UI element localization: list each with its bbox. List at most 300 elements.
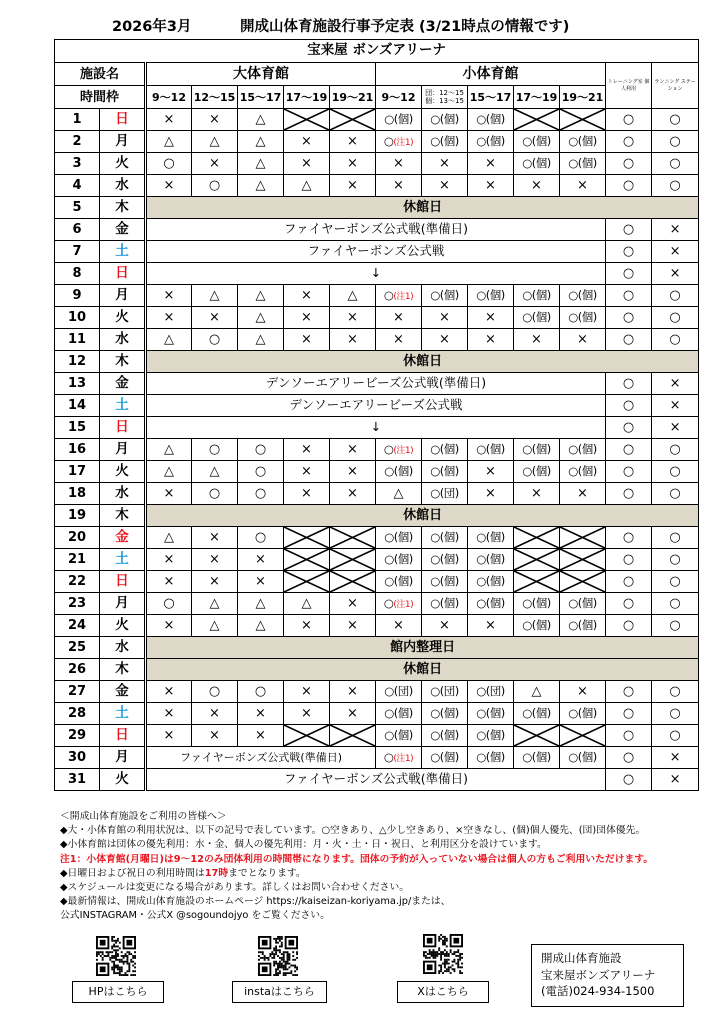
day-number: 13 (55, 373, 100, 395)
day-of-week: 水 (100, 175, 146, 197)
availability-cell: × (422, 307, 468, 329)
availability-cell: × (330, 439, 376, 461)
day-number: 19 (55, 505, 100, 527)
availability-cell: ○ (606, 263, 652, 285)
availability-cell: × (284, 681, 330, 703)
availability-cell: ○(個) (560, 285, 606, 307)
event-banner: ファイヤーボンズ公式戦(準備日) (146, 747, 376, 769)
schedule-row (55, 197, 699, 219)
availability-cell: × (422, 615, 468, 637)
availability-cell: ○ (606, 241, 652, 263)
availability-cell: × (146, 725, 192, 747)
schedule-row (55, 395, 699, 417)
venue-name: 宝来屋 ボンズアリーナ (55, 40, 699, 63)
availability-cell: ○(個) (514, 461, 560, 483)
schedule-row (55, 615, 699, 637)
note-mark: (注1) (393, 599, 414, 610)
day-of-week: 金 (100, 681, 146, 703)
schedule-row (55, 571, 699, 593)
cross-mark-icon (560, 527, 605, 548)
day-of-week: 金 (100, 527, 146, 549)
availability-cell: × (468, 461, 514, 483)
facility-phone: (電話)024-934-1500 (541, 984, 655, 998)
facility-info (531, 944, 684, 1007)
availability-cell: ○(個) (376, 571, 422, 593)
availability-cell: ○ (146, 153, 192, 175)
availability-cell: ○(個) (422, 703, 468, 725)
schedule-row (55, 351, 699, 373)
group-note-cell (376, 131, 422, 153)
unavailable-cross-cell (284, 725, 330, 747)
availability-cell: ○(団) (376, 681, 422, 703)
availability-cell: ○ (606, 439, 652, 461)
day-of-week: 金 (100, 219, 146, 241)
availability-cell: △ (238, 285, 284, 307)
availability-cell: × (468, 483, 514, 505)
day-of-week: 水 (100, 637, 146, 659)
availability-cell: ○(団) (422, 483, 468, 505)
schedule-row (55, 549, 699, 571)
event-banner: ↓ (146, 417, 606, 439)
cross-mark-icon (514, 725, 559, 746)
availability-cell: ○ (652, 439, 699, 461)
big-gym-header: 大体育館 (146, 63, 376, 86)
day-number: 17 (55, 461, 100, 483)
availability-cell: × (330, 483, 376, 505)
day-number: 18 (55, 483, 100, 505)
availability-cell: ○ (606, 549, 652, 571)
availability-cell: × (284, 307, 330, 329)
schedule-row (55, 483, 699, 505)
schedule-row (55, 109, 699, 131)
notes-line-hours (60, 867, 720, 881)
availability-cell: × (560, 483, 606, 505)
availability-cell: × (146, 549, 192, 571)
availability-cell: △ (238, 175, 284, 197)
availability-cell: × (330, 329, 376, 351)
schedule-row (55, 329, 699, 351)
day-of-week: 日 (100, 263, 146, 285)
schedule-row (55, 505, 699, 527)
availability-cell: ○(個) (514, 747, 560, 769)
day-of-week: 日 (100, 109, 146, 131)
availability-cell: × (422, 175, 468, 197)
day-number: 10 (55, 307, 100, 329)
availability-cell: △ (192, 461, 238, 483)
page-header (0, 11, 724, 37)
cross-mark-icon (284, 725, 329, 746)
availability-cell: × (652, 747, 699, 769)
schedule-row (55, 417, 699, 439)
day-number: 9 (55, 285, 100, 307)
availability-cell: ○(個) (468, 109, 514, 131)
availability-cell: ○ (652, 483, 699, 505)
schedule-row (55, 769, 699, 791)
qr-code-icon (423, 934, 463, 974)
small-gym-slot-header-mixed (422, 86, 468, 109)
day-of-week: 火 (100, 615, 146, 637)
availability-cell: × (330, 307, 376, 329)
available-symbol: ○ (383, 441, 394, 456)
availability-cell: ○(個) (560, 307, 606, 329)
unavailable-cross-cell (514, 549, 560, 571)
availability-cell: × (146, 615, 192, 637)
availability-cell: × (422, 329, 468, 351)
timeslot-label: 時間枠 (55, 86, 146, 109)
availability-cell: × (192, 725, 238, 747)
notes-hours-a: ◆日曜日および祝日の利用時間は (60, 867, 205, 879)
schedule-row (55, 131, 699, 153)
availability-cell: × (514, 483, 560, 505)
availability-cell: ○(個) (422, 571, 468, 593)
cross-mark-icon (514, 571, 559, 592)
availability-cell: △ (238, 153, 284, 175)
notes-line-sns: 公式INSTAGRAM・公式X @sogoundojyo をご覧ください。 (60, 910, 330, 922)
day-of-week: 火 (100, 307, 146, 329)
unavailable-cross-cell (514, 725, 560, 747)
day-number: 28 (55, 703, 100, 725)
availability-cell: ○(個) (376, 109, 422, 131)
availability-cell: ○(個) (422, 461, 468, 483)
availability-cell: △ (238, 109, 284, 131)
unavailable-cross-cell (514, 527, 560, 549)
note-mark: (注1) (393, 137, 414, 148)
availability-cell: × (284, 285, 330, 307)
cross-mark-icon (514, 527, 559, 548)
availability-cell: × (238, 571, 284, 593)
availability-cell: × (192, 549, 238, 571)
facility-name: 開成山体育施設 (541, 951, 622, 965)
availability-cell: × (192, 153, 238, 175)
day-number: 23 (55, 593, 100, 615)
availability-cell: ○ (606, 571, 652, 593)
availability-cell: ○(個) (376, 461, 422, 483)
schedule-row (55, 747, 699, 769)
availability-cell: × (192, 307, 238, 329)
availability-cell: ○(個) (514, 285, 560, 307)
availability-cell: × (330, 175, 376, 197)
event-banner: ↓ (146, 263, 606, 285)
cross-mark-icon (330, 571, 375, 592)
notes-line-legend: ◆大・小体育館の利用状況は、以下の記号で表しています。○空きあり、△少し空きあり、×空きなし、(個)個人優先、(団)団体優先。 (60, 825, 646, 837)
availability-cell: ○ (606, 329, 652, 351)
cross-mark-icon (514, 549, 559, 570)
availability-cell: ○(個) (422, 593, 468, 615)
availability-cell: ○(個) (376, 527, 422, 549)
availability-cell: × (238, 703, 284, 725)
schedule-row (55, 373, 699, 395)
availability-cell: △ (330, 285, 376, 307)
day-of-week: 月 (100, 747, 146, 769)
availability-cell: ○(個) (468, 593, 514, 615)
qr-code-icon (96, 936, 136, 976)
availability-cell: ○ (146, 593, 192, 615)
day-number: 21 (55, 549, 100, 571)
availability-cell: ○(個) (468, 571, 514, 593)
day-number: 16 (55, 439, 100, 461)
availability-cell: × (560, 329, 606, 351)
availability-cell: × (284, 461, 330, 483)
availability-cell: △ (238, 307, 284, 329)
availability-cell: ○(個) (560, 439, 606, 461)
big-gym-slot-header: 17～19 (284, 86, 330, 109)
availability-cell: ○ (606, 219, 652, 241)
closed-day-banner: 館内整理日 (146, 637, 699, 659)
availability-cell: ○ (652, 725, 699, 747)
unavailable-cross-cell (560, 549, 606, 571)
closed-day-banner: 休館日 (146, 351, 699, 373)
availability-cell: × (146, 109, 192, 131)
unavailable-cross-cell (330, 725, 376, 747)
day-of-week: 月 (100, 131, 146, 153)
day-of-week: 水 (100, 329, 146, 351)
schedule-row (55, 461, 699, 483)
notes-line-change: ◆スケジュールは変更になる場合があります。詳しくはお問い合わせください。 (60, 882, 410, 894)
day-number: 20 (55, 527, 100, 549)
group-note-cell (376, 439, 422, 461)
availability-cell: ○(個) (514, 703, 560, 725)
small-gym-slot-header: 17～19 (514, 86, 560, 109)
availability-cell: ○(個) (468, 725, 514, 747)
availability-cell: × (652, 373, 699, 395)
availability-cell: ○ (652, 593, 699, 615)
availability-cell: ○ (652, 131, 699, 153)
schedule-row (55, 659, 699, 681)
unavailable-cross-cell (284, 549, 330, 571)
availability-cell: ○ (606, 395, 652, 417)
cross-mark-icon (284, 549, 329, 570)
availability-cell: × (146, 175, 192, 197)
schedule-row (55, 263, 699, 285)
availability-cell: △ (238, 593, 284, 615)
availability-cell: △ (192, 131, 238, 153)
notes-heading: ＜開成山体育施設をご利用の皆様へ＞ (60, 811, 227, 822)
day-number: 5 (55, 197, 100, 219)
availability-cell: ○(個) (422, 439, 468, 461)
availability-cell: ○ (238, 681, 284, 703)
availability-cell: × (468, 175, 514, 197)
running-station-header: ランニング ステーション (652, 63, 699, 109)
availability-cell: ○ (652, 307, 699, 329)
availability-cell: × (284, 615, 330, 637)
unavailable-cross-cell (560, 527, 606, 549)
availability-cell: ○ (652, 681, 699, 703)
big-gym-slot-header: 19～21 (330, 86, 376, 109)
notes-line-priority: ◆小体育館は団体の優先利用：水・金、個人の優先利用：月・火・土・日・祝日、と利用区分を設けています。 (60, 839, 547, 851)
availability-cell: × (146, 681, 192, 703)
availability-cell: ○(個) (422, 549, 468, 571)
cross-mark-icon (330, 725, 375, 746)
cross-mark-icon (330, 549, 375, 570)
day-number: 1 (55, 109, 100, 131)
availability-cell: × (376, 329, 422, 351)
notes-line-note1: 注1：小体育館(月曜日)は9～12のみ団体利用の時間帯になります。団体の予約が入っていない場合は個人の方もご利用いただけます。 (60, 853, 654, 865)
schedule-row (55, 241, 699, 263)
schedule-row (55, 725, 699, 747)
schedule-row (55, 703, 699, 725)
small-gym-slot-header: 9～12 (376, 86, 422, 109)
group-note-cell (376, 747, 422, 769)
insta-qr-code[interactable] (258, 936, 298, 976)
availability-cell: ○(個) (514, 153, 560, 175)
cross-mark-icon (330, 109, 375, 130)
unavailable-cross-cell (330, 109, 376, 131)
day-of-week: 日 (100, 725, 146, 747)
availability-cell: ○ (652, 549, 699, 571)
availability-cell: △ (514, 681, 560, 703)
availability-cell: × (514, 175, 560, 197)
availability-cell: ○ (606, 109, 652, 131)
day-of-week: 火 (100, 769, 146, 791)
cross-mark-icon (330, 527, 375, 548)
availability-cell: × (192, 703, 238, 725)
group-note-cell (376, 593, 422, 615)
availability-cell: × (192, 109, 238, 131)
cross-mark-icon (560, 109, 605, 130)
availability-cell: × (284, 703, 330, 725)
availability-cell: △ (146, 439, 192, 461)
hp-link-button[interactable]: HPはこちら (72, 981, 164, 1003)
day-of-week: 金 (100, 373, 146, 395)
day-number: 2 (55, 131, 100, 153)
available-symbol: ○ (383, 749, 394, 764)
big-gym-slot-header: 12～15 (192, 86, 238, 109)
availability-cell: ○ (606, 285, 652, 307)
availability-cell: ○(個) (560, 593, 606, 615)
availability-cell: ○ (606, 527, 652, 549)
day-of-week: 土 (100, 395, 146, 417)
availability-cell: ○(個) (422, 725, 468, 747)
available-symbol: ○ (383, 595, 394, 610)
availability-cell: × (330, 153, 376, 175)
availability-cell: ○ (192, 329, 238, 351)
availability-cell: ○ (652, 175, 699, 197)
schedule-row (55, 153, 699, 175)
availability-cell: × (284, 439, 330, 461)
availability-cell: ○ (606, 703, 652, 725)
day-number: 27 (55, 681, 100, 703)
availability-cell: × (192, 527, 238, 549)
availability-cell: ○ (652, 703, 699, 725)
availability-cell: ○(個) (422, 747, 468, 769)
availability-cell: △ (192, 593, 238, 615)
day-of-week: 月 (100, 439, 146, 461)
day-of-week: 月 (100, 593, 146, 615)
availability-cell: ○(個) (422, 131, 468, 153)
unavailable-cross-cell (560, 725, 606, 747)
day-number: 29 (55, 725, 100, 747)
availability-cell: × (238, 549, 284, 571)
day-of-week: 木 (100, 659, 146, 681)
availability-cell: ○(個) (468, 527, 514, 549)
small-gym-slot-header: 19～21 (560, 86, 606, 109)
availability-cell: ○ (606, 373, 652, 395)
availability-cell: ○(個) (560, 703, 606, 725)
availability-cell: × (560, 681, 606, 703)
schedule-row (55, 439, 699, 461)
availability-cell: × (468, 307, 514, 329)
insta-link-button[interactable]: instaはこちら (232, 981, 327, 1003)
availability-cell: ○ (192, 439, 238, 461)
availability-cell: × (192, 571, 238, 593)
availability-cell: ○ (652, 615, 699, 637)
group-note-cell (376, 285, 422, 307)
availability-cell: × (146, 483, 192, 505)
unavailable-cross-cell (514, 571, 560, 593)
availability-cell: × (146, 307, 192, 329)
unavailable-cross-cell (514, 109, 560, 131)
notes-line-web: ◆最新情報は、開成山体育施設のホームページ https://kaiseizan-koriyama.jp/または、 (60, 896, 451, 908)
qr-code-icon (258, 936, 298, 976)
availability-cell: × (652, 395, 699, 417)
event-banner: デンソーエアリービーズ公式戦(準備日) (146, 373, 606, 395)
day-number: 14 (55, 395, 100, 417)
availability-cell: △ (284, 175, 330, 197)
availability-cell: △ (284, 593, 330, 615)
day-number: 8 (55, 263, 100, 285)
availability-cell: ○(個) (376, 549, 422, 571)
availability-cell: × (468, 329, 514, 351)
availability-cell: × (468, 615, 514, 637)
schedule-row (55, 527, 699, 549)
day-number: 11 (55, 329, 100, 351)
slot-group-line: 団：12～15 (425, 89, 464, 97)
availability-cell: ○ (652, 527, 699, 549)
availability-cell: × (284, 483, 330, 505)
unavailable-cross-cell (560, 109, 606, 131)
cross-mark-icon (560, 725, 605, 746)
availability-cell: × (330, 615, 376, 637)
day-of-week: 火 (100, 461, 146, 483)
cross-mark-icon (514, 109, 559, 130)
schedule-row (55, 593, 699, 615)
x-qr-code[interactable] (423, 934, 463, 974)
x-link-button[interactable]: Xはこちら (397, 981, 489, 1003)
availability-cell: × (146, 571, 192, 593)
availability-cell: × (652, 417, 699, 439)
availability-cell: ○ (652, 461, 699, 483)
availability-cell: ○(個) (514, 307, 560, 329)
availability-cell: ○ (192, 681, 238, 703)
availability-cell: ○(個) (560, 131, 606, 153)
closed-day-banner: 休館日 (146, 505, 699, 527)
availability-cell: ○(個) (376, 703, 422, 725)
notes (60, 810, 720, 924)
note-mark: (注1) (393, 445, 414, 456)
availability-cell: ○(個) (468, 549, 514, 571)
availability-cell: ○ (606, 769, 652, 791)
availability-cell: × (652, 241, 699, 263)
availability-cell: △ (192, 615, 238, 637)
unavailable-cross-cell (284, 527, 330, 549)
schedule-row (55, 175, 699, 197)
day-number: 25 (55, 637, 100, 659)
hp-qr-code[interactable] (96, 936, 136, 976)
day-number: 3 (55, 153, 100, 175)
availability-cell: × (284, 153, 330, 175)
event-banner: ファイヤーボンズ公式戦(準備日) (146, 769, 606, 791)
availability-cell: ○ (606, 175, 652, 197)
day-of-week: 日 (100, 417, 146, 439)
availability-cell: ○(個) (560, 461, 606, 483)
notes-hours-c: までとなります。 (228, 867, 306, 879)
availability-cell: ○ (606, 615, 652, 637)
day-of-week: 日 (100, 571, 146, 593)
schedule-table (54, 39, 699, 791)
availability-cell: ○ (606, 681, 652, 703)
day-of-week: 木 (100, 197, 146, 219)
day-number: 15 (55, 417, 100, 439)
